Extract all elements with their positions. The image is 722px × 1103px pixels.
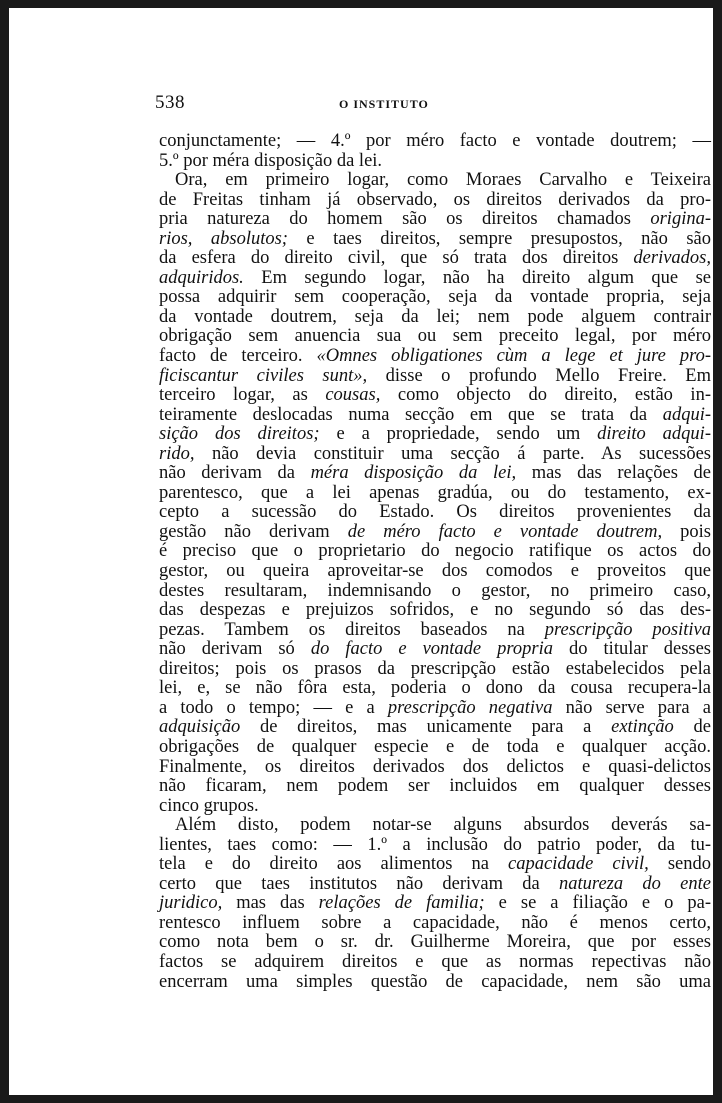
- text-run: factos se adquirem direitos e que as normas repectivas não: [159, 951, 711, 972]
- text-run: pezas. Tambem os direitos baseados na: [159, 619, 545, 640]
- text-line: [159, 503, 711, 523]
- text-line: [159, 152, 711, 172]
- text-run: das despezas e prejuizos sofridos, e no segundo só das des-: [159, 600, 711, 621]
- italic-run: relações de familia;: [318, 893, 485, 914]
- text-run: gestor, ou queira aproveitar-se dos comodos e proveitos que: [159, 561, 711, 582]
- text-run: de: [673, 717, 712, 738]
- text-line: [159, 191, 711, 211]
- text-run: Finalmente, os direitos derivados dos delictos e quasi-delictos: [159, 756, 711, 777]
- text-line: [159, 894, 711, 914]
- text-run: não derivam da: [159, 463, 311, 484]
- text-line: [159, 132, 711, 152]
- text-run: obrigações de qualquer especie e de toda e qualquer acção.: [159, 736, 711, 757]
- text-run: rentesco influem sobre a capacidade, não é menos certo,: [159, 912, 711, 933]
- text-line: [159, 660, 711, 680]
- italic-run: ficiscantur civiles sunt»,: [159, 365, 368, 386]
- italic-run: prescripção negativa: [387, 697, 553, 718]
- text-line: [159, 484, 711, 504]
- italic-run: juridico,: [159, 893, 223, 914]
- text-line: [159, 523, 711, 543]
- text-line: [159, 386, 711, 406]
- text-line: [159, 425, 711, 445]
- text-line: [159, 562, 711, 582]
- page-header: [9, 92, 713, 116]
- text-run: cepto a sucessão do Estado. Os direitos provenientes da: [159, 502, 711, 523]
- italic-run: cousas,: [325, 385, 381, 406]
- running-title: O INSTITUTO: [339, 97, 429, 111]
- text-line: [159, 875, 711, 895]
- text-run: não devia constituir uma secção á parte. As sucessões: [194, 443, 711, 464]
- text-run: Ora, em primeiro logar, como Moraes Carvalho e Teixeira: [175, 170, 711, 191]
- text-run: certo que taes institutos não derivam da: [159, 873, 560, 894]
- text-line: [159, 758, 711, 778]
- text-run: obrigação sem anuencia sua ou sem preceito legal, por méro: [159, 326, 711, 347]
- italic-run: adquisição: [159, 717, 241, 738]
- text-line: [159, 836, 711, 856]
- italic-run: sição dos direitos;: [159, 424, 320, 445]
- text-run: como objecto do direito, estão in-: [380, 385, 711, 406]
- italic-run: capacidade civil,: [508, 854, 649, 875]
- italic-run: do facto e vontade propria: [310, 639, 554, 660]
- text-run: sendo: [648, 854, 711, 875]
- text-run: não derivam só: [159, 639, 311, 660]
- text-run: pria natureza do homem são os direitos chamados: [159, 209, 651, 230]
- text-run: direitos; pois os prasos da prescripção estão estabelecidos pela: [159, 658, 711, 679]
- text-line: [159, 464, 711, 484]
- text-run: pois: [662, 521, 711, 542]
- text-run: lientes, taes como: — 1.º a inclusão do patrio poder, da tu-: [159, 834, 711, 855]
- text-line: [159, 230, 711, 250]
- italic-run: rios, absolutos;: [159, 228, 288, 249]
- text-run: a todo o tempo; — e a: [159, 697, 388, 718]
- text-run: e se a filiação e o pa-: [484, 893, 711, 914]
- italic-run: adqui-: [662, 404, 711, 425]
- text-run: encerram uma simples questão de capacidade, nem são uma: [159, 971, 711, 992]
- italic-run: natureza do ente: [559, 873, 711, 894]
- text-run: de direitos, mas unicamente para a: [240, 717, 612, 738]
- text-run: como nota bem o sr. dr. Guilherme Moreira, que por esses: [159, 932, 711, 953]
- text-run: e a propriedade, sendo um: [319, 424, 598, 445]
- text-run: disse o profundo Mello Freire. Em: [367, 365, 711, 386]
- italic-run: méra disposição da lei,: [310, 463, 517, 484]
- text-run: facto de terceiro.: [159, 346, 317, 367]
- text-run: é preciso que o proprietario do negocio ratifique os actos do: [159, 541, 711, 562]
- italic-run: «Omnes obligationes cùm a lege et jure pro-: [316, 346, 712, 367]
- italic-run: de méro facto e vontade doutrem,: [347, 521, 663, 542]
- text-run: do titular desses: [553, 639, 712, 660]
- text-run: não serve para a: [552, 697, 712, 718]
- text-line: [159, 816, 711, 836]
- text-line: [159, 542, 711, 562]
- text-run: Além disto, podem notar-se alguns absurdos deverás sa-: [175, 815, 711, 836]
- text-run: mas das relações de: [516, 463, 711, 484]
- text-line: [159, 367, 711, 387]
- text-run: mas das: [222, 893, 319, 914]
- text-line: [159, 797, 711, 817]
- text-run: Em segundo logar, não ha direito algum que se: [243, 267, 711, 288]
- text-line: [159, 171, 711, 191]
- text-line: [159, 973, 711, 993]
- text-run: terceiro logar, as: [159, 385, 326, 406]
- text-line: [159, 406, 711, 426]
- text-line: [159, 288, 711, 308]
- text-run: tela e do direito aos alimentos na: [159, 854, 509, 875]
- text-line: [159, 327, 711, 347]
- text-run: destes resultaram, indemnisando o gestor, no primeiro caso,: [159, 580, 711, 601]
- text-line: [159, 308, 711, 328]
- text-run: parentesco, que a lei apenas gradúa, ou do testamento, ex-: [159, 482, 711, 503]
- text-run: conjunctamente; — 4.º por méro facto e vontade doutrem; —: [159, 131, 711, 151]
- text-line: [159, 953, 711, 973]
- text-line: [159, 269, 711, 289]
- text-line: [159, 679, 711, 699]
- text-line: [159, 582, 711, 602]
- text-line: [159, 933, 711, 953]
- book-page: [9, 8, 713, 1095]
- text-run: da vontade doutrem, seja da lei; nem pode alguem contrair: [159, 306, 711, 327]
- italic-run: rido,: [159, 443, 195, 464]
- text-line: [159, 621, 711, 641]
- text-line: [159, 347, 711, 367]
- text-line: [159, 777, 711, 797]
- italic-run: prescripção positiva: [544, 619, 711, 640]
- text-run: da esfera do direito civil, que só trata dos direitos: [159, 248, 634, 269]
- text-line: [159, 718, 711, 738]
- text-run: teiramente deslocadas numa secção em que se trata da: [159, 404, 663, 425]
- text-line: [159, 210, 711, 230]
- text-line: [159, 914, 711, 934]
- text-line: [159, 445, 711, 465]
- text-run: de Freitas tinham já observado, os direitos derivados da pro-: [159, 189, 711, 210]
- italic-run: direito adqui-: [597, 424, 711, 445]
- page-number: 538: [155, 92, 185, 113]
- text-line: [159, 640, 711, 660]
- italic-run: derivados,: [633, 248, 711, 269]
- text-line: [159, 855, 711, 875]
- text-line: [159, 601, 711, 621]
- text-line: [159, 699, 711, 719]
- text-line: [159, 249, 711, 269]
- text-run: e taes direitos, sempre presupostos, não são: [287, 228, 711, 249]
- italic-run: extinção: [611, 717, 674, 738]
- text-run: não ficaram, nem podem ser incluidos em qualquer desses: [159, 776, 711, 797]
- text-run: cinco grupos.: [159, 795, 259, 816]
- text-run: 5.º por méra disposição da lei.: [159, 150, 383, 171]
- body-text: [159, 132, 713, 992]
- text-line: [159, 738, 711, 758]
- italic-run: origina-: [650, 209, 711, 230]
- text-run: gestão não derivam: [159, 521, 348, 542]
- text-run: lei, e, se não fôra esta, poderia o dono da cousa recupera-la: [159, 678, 711, 699]
- italic-run: adquiridos.: [159, 267, 244, 288]
- text-run: possa adquirir sem cooperação, seja da vontade propria, seja: [159, 287, 711, 308]
